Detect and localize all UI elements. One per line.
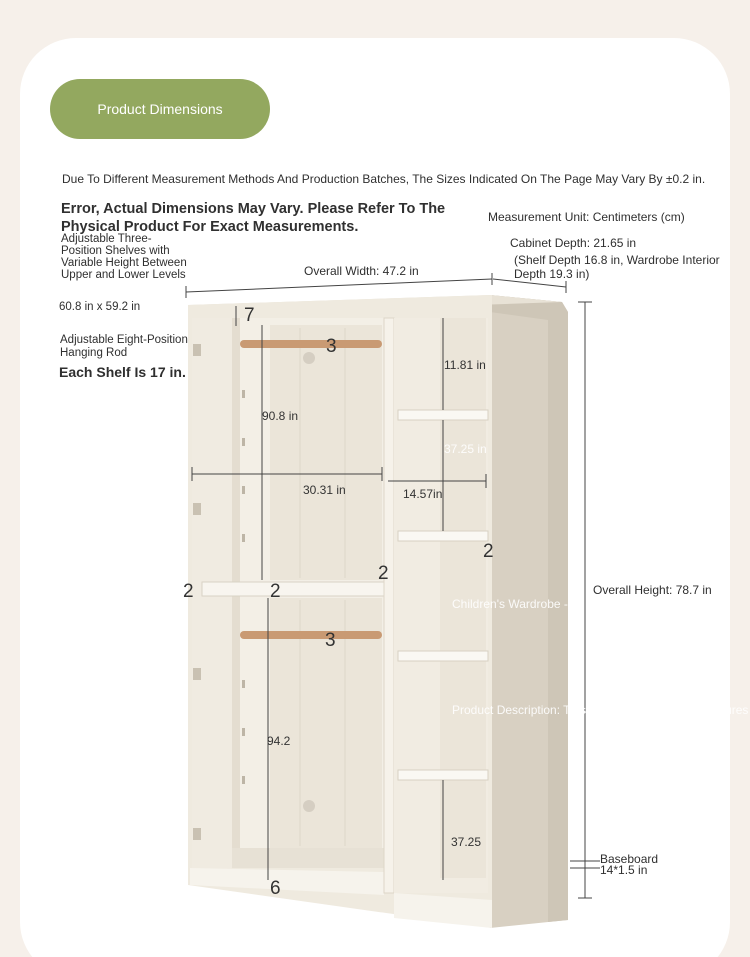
- left-back-upper: [270, 325, 382, 580]
- panel-mid-value: 2: [270, 581, 281, 602]
- bottom-gap-value: 6: [270, 878, 281, 899]
- each-shelf-note: Each Shelf Is 17 in.: [59, 364, 186, 380]
- shelf-gap-bottom-value: 37.25: [451, 835, 482, 849]
- product-description-overlay: Product Description: This Children's Wardrobe Features: [452, 703, 748, 717]
- product-name-overlay: Children's Wardrobe - 37.25 in: [452, 597, 614, 611]
- hanging-rod-upper: [240, 340, 382, 348]
- rod-bottom-value: 3: [325, 630, 336, 651]
- vent-upper: [303, 352, 315, 364]
- overall-width-label: Overall Width: 47.2 in: [304, 264, 419, 278]
- shelf-gap-top-value: 11.81 in: [444, 358, 486, 372]
- left-outer-section: [192, 318, 232, 883]
- panel-div-value: 2: [378, 563, 389, 584]
- center-divider: [384, 318, 394, 893]
- right-width-value: 14.57in: [403, 487, 443, 501]
- section-title: Product Dimensions: [97, 101, 223, 117]
- left-bottom-plinth: [232, 848, 384, 868]
- rod-top-value: 3: [326, 336, 337, 357]
- inner-width-value: 30.31 in: [303, 483, 346, 497]
- panel-left-value: 2: [183, 581, 194, 602]
- panel-right-value: 2: [483, 541, 494, 562]
- left-middle-shelf: [202, 582, 384, 596]
- variance-note: Due To Different Measurement Methods And Production Batches, The Sizes Indicated On The Page May Vary By ±0.2 in.: [62, 172, 706, 186]
- top-gap-value: 7: [244, 305, 255, 326]
- shelf-adjust-text: Adjustable Three-Position Shelves with Variable Height Between Upper and Lower Levels: [61, 233, 187, 281]
- baseboard-size: 14*1.5 in: [600, 863, 648, 877]
- rod-note-text: Adjustable Eight-Position Hanging Rod: [60, 334, 188, 359]
- overall-height-label: Overall Height: 78.7 in: [593, 583, 712, 597]
- error-note-text: Error, Actual Dimensions May Vary. Please Refer To The Physical Product For Exact Measurements.: [61, 201, 446, 235]
- lower-height-value: 94.2: [267, 734, 291, 748]
- shelf-gap-mid-value: 37.25 in: [444, 442, 487, 456]
- depth-detail-text: (Shelf Depth 16.8 in, Wardrobe Interior Depth 19.3 in): [514, 253, 720, 281]
- hanging-rod-lower: [240, 631, 382, 639]
- shelf-size: 60.8 in x 59.2 in: [59, 301, 141, 313]
- baseboard-title: Baseboard: [600, 852, 659, 866]
- upper-height-value: 90.8 in: [262, 409, 299, 423]
- vent-lower: [303, 800, 315, 812]
- cabinet-depth-label: Cabinet Depth: 21.65 in: [510, 236, 637, 250]
- measurement-unit: Measurement Unit: Centimeters (cm): [488, 210, 685, 224]
